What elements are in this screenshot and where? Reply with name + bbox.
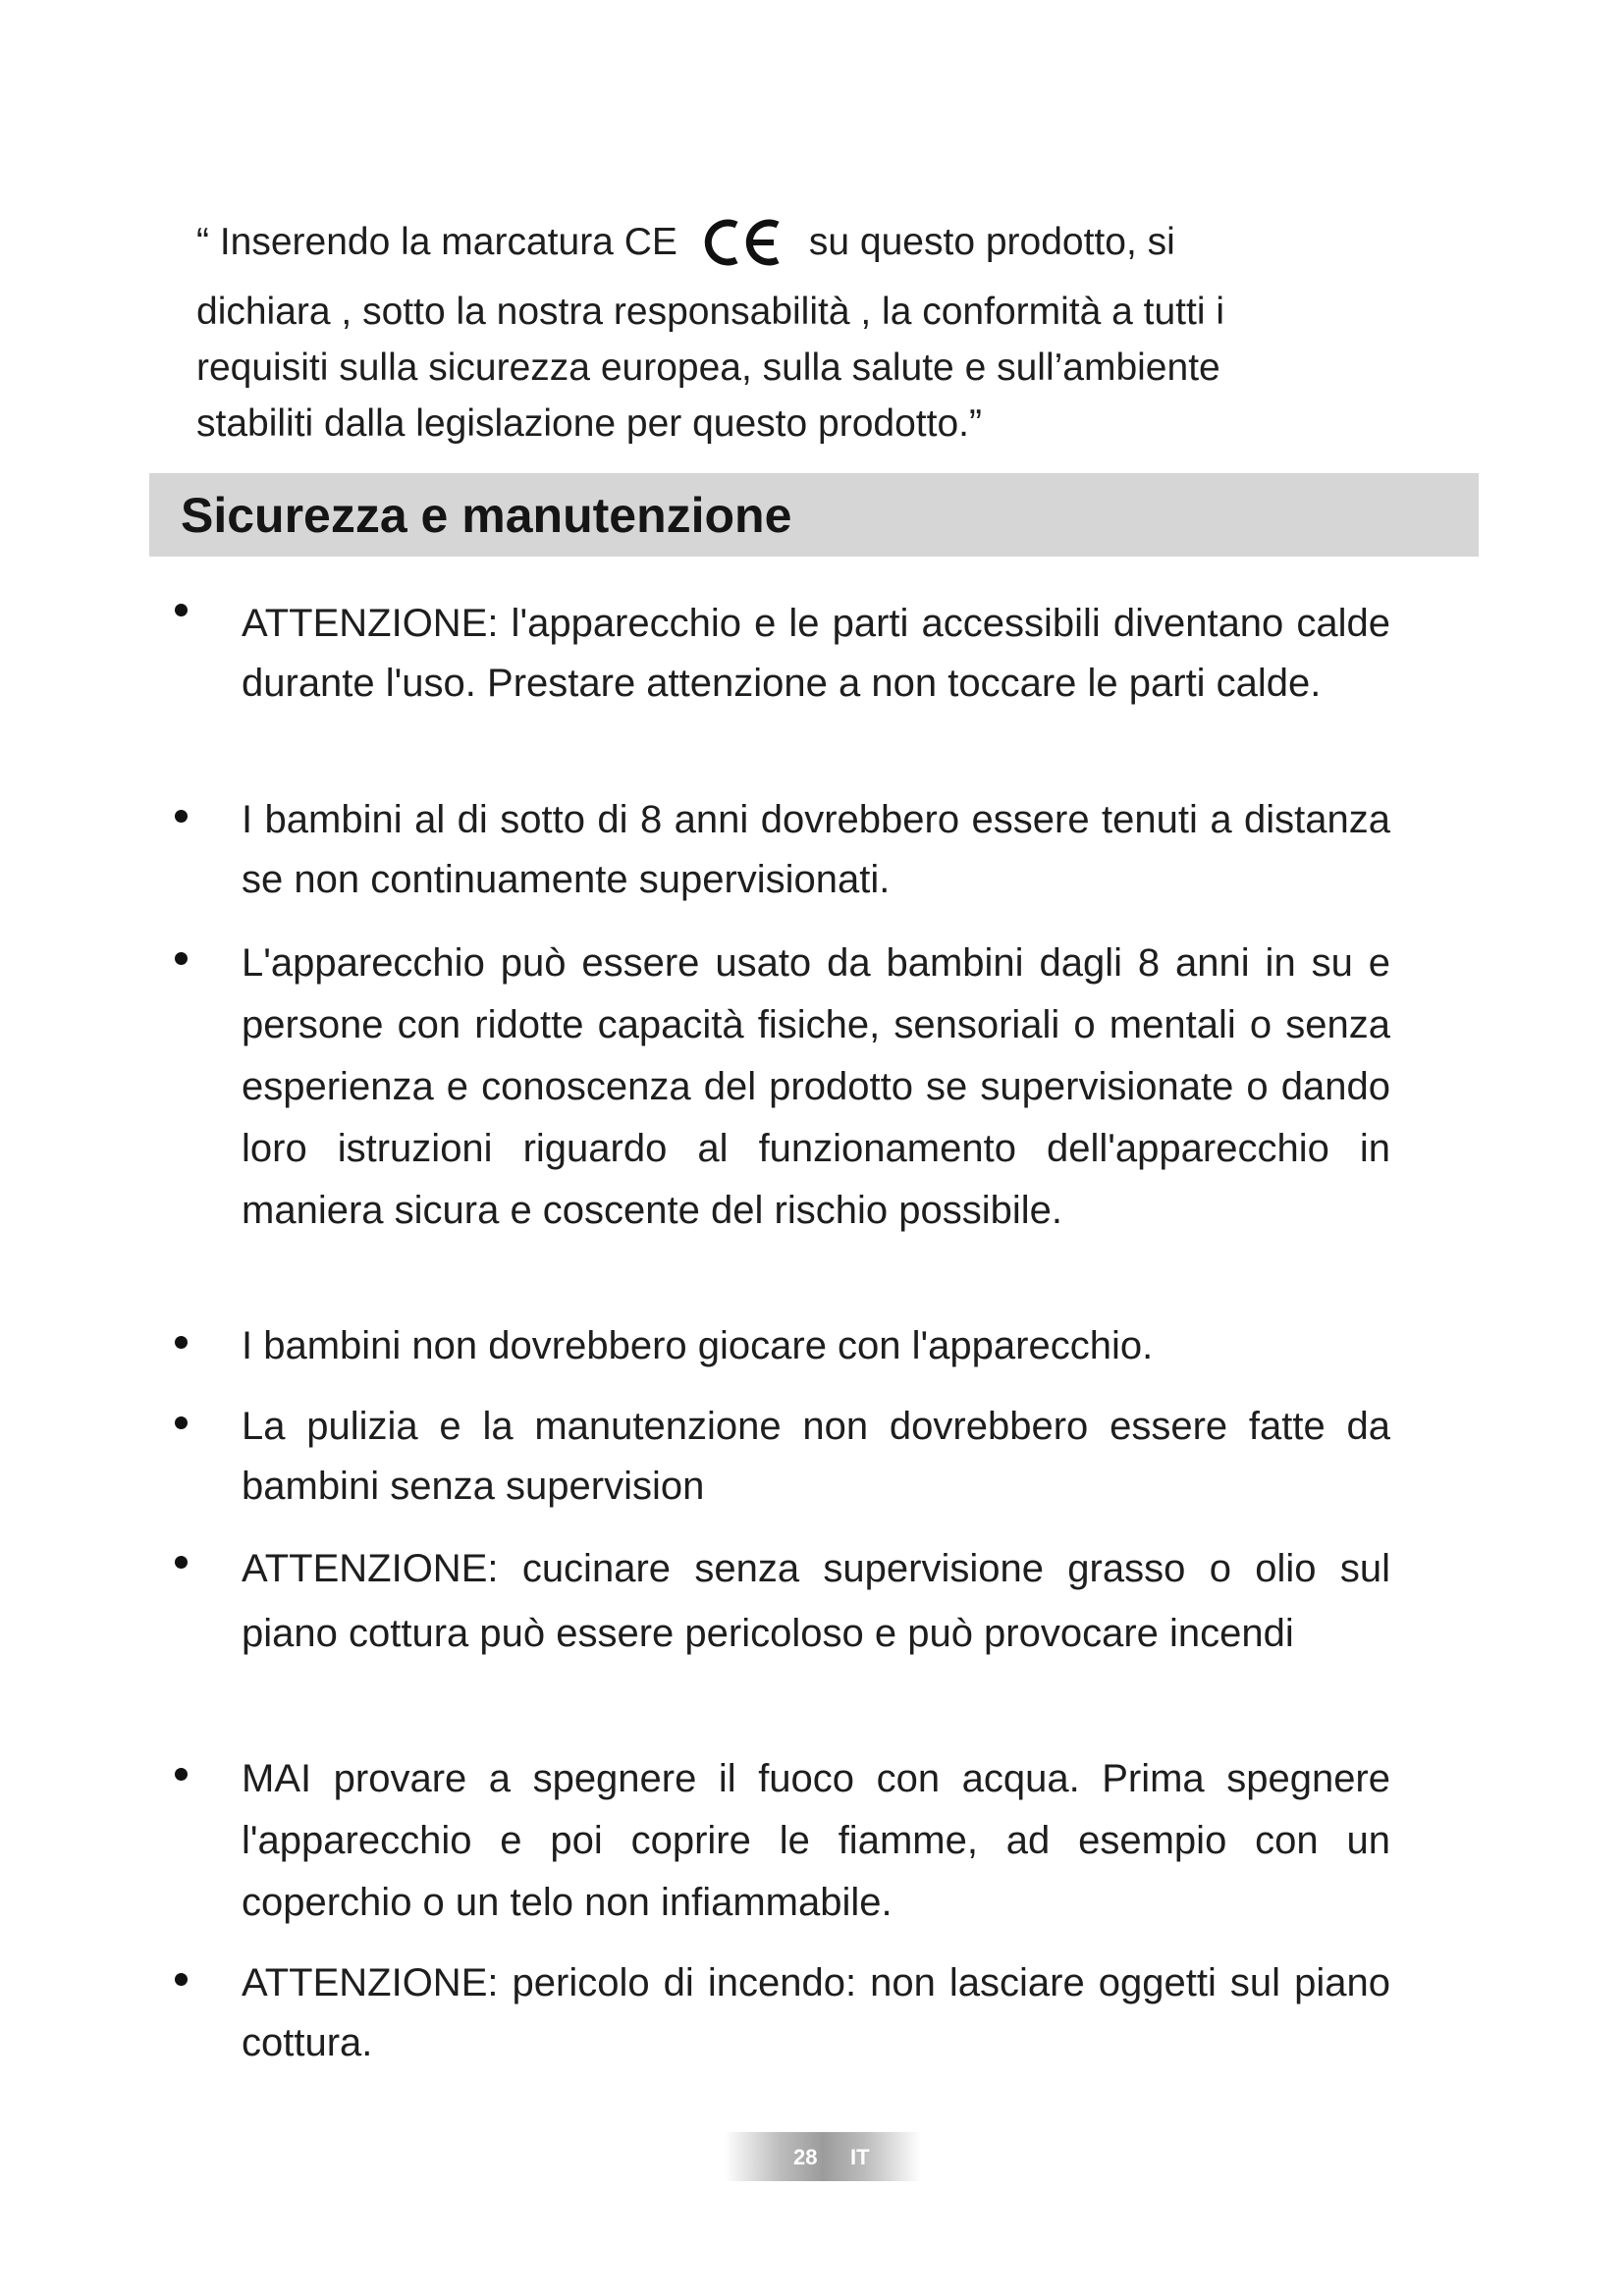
bullet-text: L'apparecchio può essere usato da bambini dagli 8 anni in su e persone con ridotte capacità fisiche, sensoriali o mentali o senza esperienza e conoscenza del prodotto se supervisionate o dando loro istruzioni riguardo al funzionamento dell'apparecchio in maniera sicura e coscente del rischio possibile. <box>242 941 1390 1232</box>
bullet-dot <box>175 604 188 616</box>
bullet-dot <box>175 1556 188 1569</box>
bullet-text: I bambini non dovrebbero giocare con l'apparecchio. <box>242 1324 1154 1367</box>
page-number: 28 <box>793 2145 818 2169</box>
section-header <box>149 473 1479 557</box>
bullet-text: ATTENZIONE: cucinare senza supervisione grasso o olio sul piano cottura può essere pericoloso e può provocare incendi <box>242 1547 1390 1655</box>
bullet-text: La pulizia e la manutenzione non dovrebbero essere fatte da bambini senza supervision <box>242 1405 1390 1508</box>
section-title: Sicurezza e manutenzione <box>181 488 792 543</box>
bullet-text: I bambini al di sotto di 8 anni dovrebbero essere tenuti a distanza se non continuamente supervisionati. <box>242 798 1390 901</box>
bullet-dot <box>175 1973 188 1986</box>
ce-statement-line-2: dichiara , sotto la nostra responsabilità , la conformità a tutti i <box>196 291 1225 333</box>
bullet-dot <box>175 810 188 823</box>
bullet-text: MAI provare a spegnere il fuoco con acqua. Prima spegnere l'apparecchio e poi coprire le fiamme, ad esempio con un coperchio o un telo non infiammabile. <box>242 1757 1390 1924</box>
ce-statement-line-4: stabiliti dalla legislazione per questo prodotto.” <box>196 402 982 445</box>
ce-statement-line-3: requisiti sulla sicurezza europea, sulla salute e sull’ambiente <box>196 347 1220 389</box>
bullet-text: ATTENZIONE: pericolo di incendo: non lasciare oggetti sul piano cottura. <box>242 1961 1390 2064</box>
ce-statement-line-1 <box>196 214 1355 284</box>
bullet-dot <box>175 1768 188 1781</box>
ce-mark-icon <box>701 217 782 284</box>
ce-statement <box>196 214 1355 452</box>
ce-statement-line-1-before: “ Inserendo la marcatura CE <box>196 221 677 263</box>
page-language: IT <box>850 2145 870 2169</box>
ce-statement-line-1-after: su questo prodotto, si <box>808 221 1175 263</box>
bullet-dot <box>175 952 188 965</box>
page-footer <box>725 2132 921 2181</box>
bullet-dot <box>175 1416 188 1429</box>
bullet-text: ATTENZIONE: l'apparecchio e le parti accessibili diventano calde durante l'uso. Prestare attenzione a non toccare le parti calde. <box>242 602 1390 705</box>
bullet-dot <box>175 1336 188 1349</box>
